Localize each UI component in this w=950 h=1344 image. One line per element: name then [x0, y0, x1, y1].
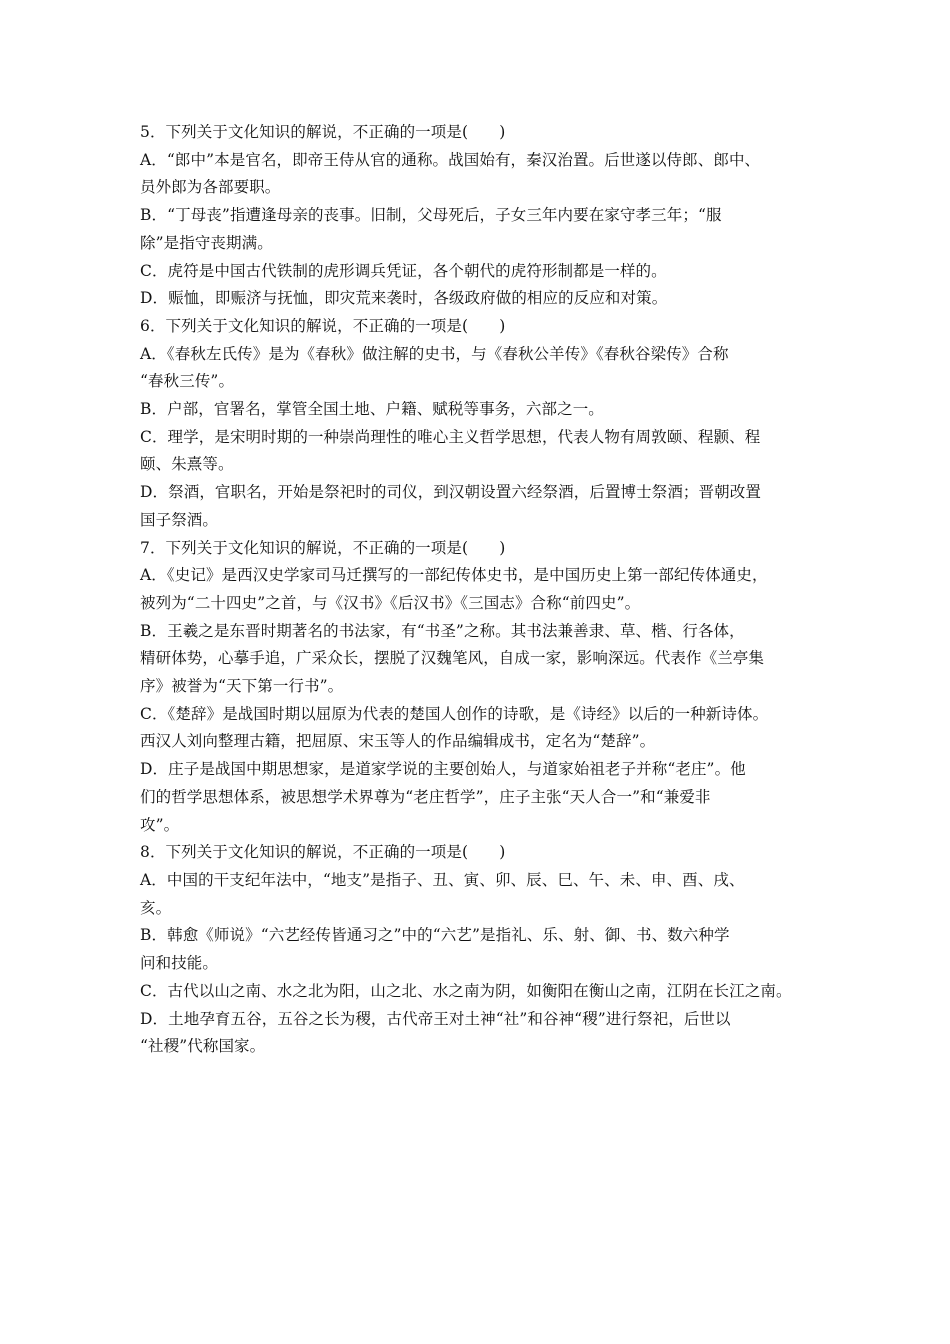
option-b — [140, 396, 812, 424]
option-line: D．祭酒，官职名，开始是祭祀时的司仪，到汉朝设置六经祭酒，后置博士祭酒；晋朝改置 — [140, 483, 761, 502]
question-stem: 6．下列关于文化知识的解说，不正确的一项是( ) — [140, 316, 506, 335]
option-line: “春秋三传”。 — [140, 372, 235, 391]
option-line: 被列为“二十四史”之首，与《汉书》《后汉书》《三国志》合称“前四史”。 — [140, 593, 641, 612]
option-line: 们的哲学思想体系，被思想学术界尊为“老庄哲学”，庄子主张“天人合一”和“兼爱非 — [140, 787, 711, 806]
question-stem: 7．下列关于文化知识的解说，不正确的一项是( ) — [140, 538, 506, 557]
option-d — [140, 479, 812, 534]
option-line: A．“郎中”本是官名，即帝王侍从官的通称。战国始有，秦汉治置。后世遂以侍郎、郎中、 — [140, 150, 761, 169]
option-line: 国子祭酒。 — [140, 510, 219, 529]
option-a — [140, 341, 812, 396]
option-d — [140, 1006, 812, 1061]
option-a — [140, 147, 812, 202]
question-stem: 5．下列关于文化知识的解说，不正确的一项是( ) — [140, 123, 506, 141]
option-line: 序》被誉为“天下第一行书”。 — [140, 677, 344, 696]
option-line: 亥。 — [140, 898, 172, 917]
option-line: C．古代以山之南、水之北为阳，山之北、水之南为阴，如衡阳在衡山之南，江阴在长江之南。 — [140, 981, 792, 1000]
document-page — [140, 119, 812, 1061]
option-line: 攻”。 — [140, 815, 180, 834]
option-a — [140, 562, 812, 617]
option-line: 除”是指守丧期满。 — [140, 233, 273, 252]
option-line: 颐、朱熹等。 — [140, 455, 234, 474]
option-line: 西汉人刘向整理古籍，把屈原、宋玉等人的作品编辑成书，定名为“楚辞”。 — [140, 732, 656, 751]
option-line: D．庄子是战国中期思想家，是道家学说的主要创始人，与道家始祖老子并称“老庄”。他 — [140, 760, 746, 779]
option-line: “社稷”代称国家。 — [140, 1037, 266, 1056]
option-line: A．《史记》是西汉史学家司马迁撰写的一部纪传体史书，是中国历史上第一部纪传体通史， — [140, 566, 768, 585]
option-line: D．土地孕育五谷，五谷之长为稷，古代帝王对土神“社”和谷神“稷”进行祭祀，后世以 — [140, 1009, 731, 1028]
option-line: 问和技能。 — [140, 954, 219, 973]
option-line: B．户部，官署名，掌管全国土地、户籍、赋税等事务，六部之一。 — [140, 400, 604, 419]
option-line: A．《春秋左氏传》是为《春秋》做注解的史书，与《春秋公羊传》《春秋谷梁传》合称 — [140, 344, 729, 363]
option-line: B．“丁母丧”指遭逢母亲的丧事。旧制，父母死后，子女三年内要在家守孝三年；“服 — [140, 206, 722, 225]
option-b — [140, 202, 812, 257]
option-d — [140, 756, 812, 839]
option-c — [140, 701, 812, 756]
option-b — [140, 922, 812, 977]
question-6 — [140, 313, 812, 535]
option-line: B．韩愈《师说》“六艺经传皆通习之”中的“六艺”是指礼、乐、射、御、书、数六种学 — [140, 926, 730, 945]
question-8 — [140, 839, 812, 1061]
option-line: C．虎符是中国古代铁制的虎形调兵凭证，各个朝代的虎符形制都是一样的。 — [140, 261, 667, 280]
question-5 — [140, 119, 812, 313]
option-line: C．理学，是宋明时期的一种崇尚理性的唯心主义哲学思想，代表人物有周敦颐、程颢、程 — [140, 427, 761, 446]
option-d — [140, 285, 812, 313]
option-c — [140, 258, 812, 286]
option-line: A．中国的干支纪年法中，“地支”是指子、丑、寅、卯、辰、巳、午、未、申、酉、戌、 — [140, 870, 745, 889]
option-c — [140, 424, 812, 479]
option-line: D．赈恤，即赈济与抚恤，即灾荒来袭时，各级政府做的相应的反应和对策。 — [140, 289, 668, 308]
option-line: 员外郎为各部要职。 — [140, 178, 281, 197]
option-a — [140, 867, 812, 922]
option-line: C．《楚辞》是战国时期以屈原为代表的楚国人创作的诗歌，是《诗经》以后的一种新诗体。 — [140, 704, 769, 723]
option-line: 精研体势，心摹手追，广采众长，摆脱了汉魏笔风，自成一家，影响深远。代表作《兰亭集 — [140, 649, 765, 668]
option-b — [140, 618, 812, 701]
option-c — [140, 978, 812, 1006]
question-7 — [140, 535, 812, 840]
question-stem: 8．下列关于文化知识的解说，不正确的一项是( ) — [140, 843, 506, 862]
option-line: B．王羲之是东晋时期著名的书法家，有“书圣”之称。其书法兼善隶、草、楷、行各体， — [140, 621, 745, 640]
